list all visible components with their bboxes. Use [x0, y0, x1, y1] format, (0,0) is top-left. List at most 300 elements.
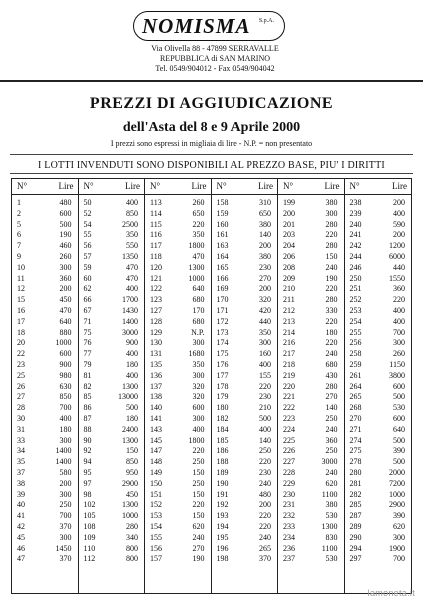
table-row	[12, 544, 78, 555]
hammer-price: 300	[59, 489, 72, 499]
hammer-price: 180	[59, 424, 72, 434]
lot-number: 160	[216, 219, 229, 229]
hammer-price: 260	[393, 349, 405, 359]
lot-number: 172	[216, 316, 229, 326]
hammer-price: 530	[325, 511, 338, 521]
table-row	[345, 328, 412, 339]
table-column	[145, 179, 212, 593]
table-row	[212, 490, 278, 501]
lot-number: 259	[349, 359, 362, 369]
hammer-price: 480	[59, 198, 72, 207]
table-row	[79, 436, 145, 447]
table-row	[278, 209, 344, 220]
hammer-price: 400	[259, 424, 271, 434]
lot-number: 150	[150, 478, 162, 488]
lot-number: 208	[283, 262, 295, 272]
lot-number-header: N°	[83, 181, 94, 191]
lot-number: 75	[83, 327, 92, 337]
lot-number: 12	[17, 284, 25, 294]
table-row	[12, 284, 78, 295]
hammer-price: 350	[192, 230, 205, 240]
table-row	[145, 544, 211, 555]
notice-top-rule	[10, 154, 413, 155]
lot-number: 59	[83, 262, 92, 272]
lot-number: 252	[349, 295, 362, 305]
table-row	[145, 198, 211, 209]
hammer-price: 7200	[389, 478, 405, 488]
hammer-price: 530	[393, 403, 405, 413]
hammer-price: 400	[126, 349, 138, 359]
lot-number: 25	[17, 370, 25, 380]
hammer-price: 1450	[55, 543, 72, 553]
lot-number: 81	[83, 370, 92, 380]
lot-number: 236	[283, 543, 295, 553]
hammer-price: 600	[393, 413, 405, 423]
table-row	[278, 252, 344, 263]
table-row	[145, 479, 211, 490]
lot-number: 214	[283, 327, 295, 337]
lot-number: 102	[83, 500, 96, 510]
table-row	[145, 220, 211, 231]
table-column	[278, 179, 345, 593]
table-row	[345, 554, 412, 565]
logo-text: NOMISMA	[142, 14, 251, 38]
lot-number: 268	[349, 403, 362, 413]
table-row	[12, 252, 78, 263]
lot-number: 221	[283, 392, 295, 402]
table-row	[145, 360, 211, 371]
hammer-price: 370	[59, 554, 72, 564]
lot-number: 285	[349, 500, 362, 510]
lot-number: 158	[216, 198, 229, 207]
lot-number: 225	[283, 435, 295, 445]
table-row	[12, 382, 78, 393]
hammer-price: 700	[393, 554, 405, 564]
column-header	[12, 179, 78, 195]
hammer-price: 600	[59, 208, 72, 218]
lot-number: 192	[216, 500, 229, 510]
table-row	[79, 490, 145, 501]
table-row	[79, 554, 145, 565]
lot-number-header: N°	[216, 181, 227, 191]
hammer-price: 900	[126, 338, 138, 348]
table-row	[345, 544, 412, 555]
table-row	[145, 284, 211, 295]
lot-number: 287	[349, 511, 362, 521]
lot-number: 135	[150, 359, 162, 369]
lot-number: 265	[349, 392, 362, 402]
hammer-price: 800	[126, 554, 138, 564]
price-header: Lire	[324, 181, 340, 191]
hammer-price: 270	[192, 543, 205, 553]
hammer-price: 250	[325, 446, 338, 456]
table-row	[212, 382, 278, 393]
lot-number: 195	[216, 532, 229, 542]
lot-number: 1	[17, 198, 21, 207]
hammer-price: 680	[192, 316, 205, 326]
hammer-price: 1000	[122, 511, 138, 521]
table-row	[79, 263, 145, 274]
table-row	[278, 349, 344, 360]
lot-number: 224	[283, 424, 295, 434]
hammer-price: 470	[126, 273, 138, 283]
table-row	[12, 306, 78, 317]
lot-number: 52	[83, 208, 92, 218]
hammer-price: 380	[325, 198, 338, 207]
table-row	[345, 295, 412, 306]
table-row	[12, 209, 78, 220]
lot-number: 95	[83, 467, 92, 477]
column-header	[278, 179, 344, 195]
header-divider	[0, 80, 423, 82]
hammer-price: 1100	[321, 489, 338, 499]
hammer-price: 360	[393, 284, 405, 294]
table-row	[345, 349, 412, 360]
hammer-price: 700	[59, 403, 72, 413]
table-row	[79, 392, 145, 403]
hammer-price: 1430	[122, 305, 138, 315]
hammer-price: 3000	[122, 327, 138, 337]
hammer-price: 140	[259, 435, 271, 445]
hammer-price: 265	[259, 543, 271, 553]
lot-number-header: N°	[349, 181, 360, 191]
table-row	[145, 554, 211, 565]
lot-number: 50	[83, 198, 92, 207]
table-row	[212, 284, 278, 295]
lot-number: 123	[150, 295, 162, 305]
lot-number: 175	[216, 349, 229, 359]
lot-number: 18	[17, 327, 25, 337]
hammer-price: 600	[393, 381, 405, 391]
table-row	[345, 382, 412, 393]
lot-number: 113	[150, 198, 162, 207]
lot-number: 155	[150, 532, 162, 542]
lot-number: 212	[283, 305, 295, 315]
lot-number: 171	[216, 305, 229, 315]
notice-bottom-rule	[10, 173, 413, 174]
table-row	[12, 274, 78, 285]
table-row	[12, 522, 78, 533]
lot-number: 46	[17, 543, 25, 553]
table-row	[345, 241, 412, 252]
hammer-price: 640	[393, 424, 405, 434]
table-row	[145, 252, 211, 263]
table-row	[212, 457, 278, 468]
lot-number: 88	[83, 424, 92, 434]
lot-number: 39	[17, 489, 25, 499]
table-row	[12, 392, 78, 403]
hammer-price: 240	[325, 424, 338, 434]
lot-number: 105	[83, 511, 96, 521]
lot-number: 55	[83, 230, 92, 240]
hammer-price: 220	[259, 457, 271, 467]
lot-number: 223	[283, 413, 295, 423]
table-row	[79, 198, 145, 209]
table-row	[278, 446, 344, 457]
hammer-price: 200	[393, 198, 405, 207]
hammer-price: 450	[126, 489, 138, 499]
lot-number: 79	[83, 359, 92, 369]
hammer-price: 1150	[389, 359, 405, 369]
hammer-price: 500	[393, 457, 405, 467]
table-row	[79, 328, 145, 339]
table-row	[212, 198, 278, 209]
hammer-price: 220	[192, 219, 205, 229]
table-row	[212, 209, 278, 220]
lot-number: 229	[283, 478, 295, 488]
lot-number: 230	[283, 489, 295, 499]
table-row	[12, 533, 78, 544]
lot-number: 11	[17, 273, 25, 283]
hammer-price: 620	[393, 521, 405, 531]
lot-number: 280	[349, 467, 362, 477]
table-row	[12, 230, 78, 241]
hammer-price: 210	[259, 403, 271, 413]
lot-number: 200	[283, 208, 295, 218]
lot-number: 237	[283, 554, 295, 564]
table-row	[12, 425, 78, 436]
table-row	[278, 436, 344, 447]
table-row	[278, 306, 344, 317]
hammer-price: 500	[393, 435, 405, 445]
hammer-price: 2400	[122, 424, 138, 434]
table-row	[12, 371, 78, 382]
hammer-price: 380	[259, 251, 271, 261]
hammer-price: 700	[59, 511, 72, 521]
lot-number: 157	[150, 554, 162, 564]
table-row	[12, 317, 78, 328]
table-row	[278, 522, 344, 533]
hammer-price: 330	[325, 305, 338, 315]
hammer-price: 230	[259, 262, 271, 272]
hammer-price: 240	[325, 349, 338, 359]
hammer-price: 300	[192, 370, 205, 380]
lot-number: 258	[349, 349, 362, 359]
lot-number: 201	[283, 219, 295, 229]
hammer-price: 1300	[188, 262, 205, 272]
table-row	[345, 414, 412, 425]
table-row	[12, 511, 78, 522]
table-row	[212, 241, 278, 252]
lot-number: 282	[349, 489, 362, 499]
table-row	[278, 511, 344, 522]
lot-number: 275	[349, 446, 362, 456]
hammer-price: 530	[325, 554, 338, 564]
lot-number-header: N°	[150, 181, 161, 191]
table-row	[79, 500, 145, 511]
hammer-price: 1300	[321, 521, 338, 531]
lot-number: 56	[83, 241, 92, 251]
hammer-price: 450	[59, 295, 72, 305]
hammer-price: 900	[59, 359, 72, 369]
table-row	[212, 479, 278, 490]
hammer-price: 155	[259, 370, 271, 380]
lot-number: 256	[349, 338, 362, 348]
table-row	[79, 274, 145, 285]
hammer-price: 220	[259, 381, 271, 391]
lot-number: 156	[150, 543, 162, 553]
table-row	[145, 522, 211, 533]
lot-number: 264	[349, 381, 362, 391]
table-row	[212, 468, 278, 479]
table-row	[212, 414, 278, 425]
letterhead	[0, 0, 423, 80]
lot-number: 149	[150, 467, 162, 477]
table-row	[145, 306, 211, 317]
lot-number: 241	[349, 230, 362, 240]
lot-number: 255	[349, 327, 362, 337]
table-row	[212, 436, 278, 447]
table-row	[145, 328, 211, 339]
hammer-price: 500	[59, 219, 72, 229]
hammer-price: 320	[259, 295, 271, 305]
table-row	[145, 436, 211, 447]
lot-number: 297	[349, 554, 362, 564]
hammer-price: 390	[393, 446, 405, 456]
hammer-price: 220	[325, 316, 338, 326]
hammer-price: 180	[126, 359, 138, 369]
price-header: Lire	[58, 181, 74, 191]
lot-number: 239	[349, 208, 362, 218]
price-header: Lire	[392, 181, 407, 191]
table-row	[12, 446, 78, 457]
hammer-price: 190	[59, 230, 72, 240]
hammer-price: 500	[259, 413, 271, 423]
table-row	[12, 479, 78, 490]
table-row	[278, 263, 344, 274]
hammer-price: 1800	[188, 241, 205, 251]
hammer-price: 500	[393, 392, 405, 402]
lot-number: 232	[283, 511, 295, 521]
hammer-price: 1900	[389, 543, 405, 553]
auction-date-subtitle: dell'Asta del 8 e 9 Aprile 2000	[122, 120, 301, 135]
table-row	[145, 425, 211, 436]
hammer-price: 680	[325, 359, 338, 369]
table-row	[278, 414, 344, 425]
table-row	[79, 544, 145, 555]
lot-number: 98	[83, 489, 92, 499]
hammer-price: 300	[59, 435, 72, 445]
lot-number: 138	[150, 392, 162, 402]
hammer-price: 1300	[122, 381, 138, 391]
table-row	[12, 554, 78, 565]
table-row	[79, 371, 145, 382]
lot-number: 210	[283, 284, 295, 294]
table-row	[345, 490, 412, 501]
lot-number: 238	[349, 198, 362, 207]
hammer-price: 470	[59, 305, 72, 315]
table-row	[79, 414, 145, 425]
table-row	[12, 263, 78, 274]
table-row	[345, 338, 412, 349]
hammer-price: 480	[259, 489, 271, 499]
table-row	[145, 274, 211, 285]
lot-number: 118	[150, 251, 162, 261]
hammer-price: 850	[59, 392, 72, 402]
hammer-price: 260	[59, 251, 72, 261]
table-row	[212, 500, 278, 511]
lot-number: 165	[216, 262, 229, 272]
hammer-price: 830	[325, 532, 338, 542]
hammer-price: 980	[59, 370, 72, 380]
hammer-price: 240	[259, 532, 271, 542]
table-row	[212, 295, 278, 306]
table-row	[212, 306, 278, 317]
table-row	[278, 328, 344, 339]
table-row	[345, 263, 412, 274]
hammer-price: 2900	[122, 478, 138, 488]
hammer-price: 2500	[122, 219, 138, 229]
table-row	[278, 403, 344, 414]
table-row	[12, 241, 78, 252]
table-row	[212, 511, 278, 522]
lot-number: 204	[283, 241, 295, 251]
table-row	[79, 533, 145, 544]
table-row	[212, 392, 278, 403]
lot-number: 97	[83, 478, 92, 488]
hammer-price: 200	[259, 241, 271, 251]
table-row	[278, 425, 344, 436]
lot-number: 141	[150, 413, 162, 423]
hammer-price: 200	[259, 500, 271, 510]
hammer-price: 150	[192, 489, 205, 499]
table-row	[345, 198, 412, 209]
lot-number: 31	[17, 424, 25, 434]
lot-number: 270	[349, 413, 362, 423]
lot-number: 186	[216, 446, 229, 456]
hammer-price: 1800	[188, 435, 205, 445]
hammer-price: 3000	[321, 457, 338, 467]
hammer-price: 1300	[122, 500, 138, 510]
table-row	[212, 349, 278, 360]
table-row	[212, 425, 278, 436]
lot-number: 16	[17, 305, 25, 315]
hammer-price: 150	[126, 446, 138, 456]
phone-fax-line: Tel. 0549/904012 - Fax 0549/904042	[155, 64, 275, 73]
lot-number: 154	[150, 521, 162, 531]
hammer-price: 220	[325, 284, 338, 294]
lot-number: 174	[216, 338, 229, 348]
table-row	[12, 328, 78, 339]
table-row	[79, 468, 145, 479]
hammer-price: 150	[192, 511, 205, 521]
lot-number: 251	[349, 284, 362, 294]
table-row	[212, 338, 278, 349]
table-row	[345, 403, 412, 414]
hammer-price: 220	[192, 500, 205, 510]
hammer-price: 1550	[389, 273, 405, 283]
hammer-price: 350	[192, 359, 205, 369]
hammer-price: 350	[259, 327, 271, 337]
lot-number: 153	[150, 511, 162, 521]
address-line-2: REPUBBLICA di SAN MARINO	[159, 54, 270, 63]
hammer-price: 340	[126, 532, 138, 542]
lot-number: 143	[150, 424, 162, 434]
hammer-price: 220	[192, 446, 205, 456]
lot-number: 178	[216, 381, 229, 391]
table-row	[345, 274, 412, 285]
hammer-price: 400	[59, 413, 72, 423]
lot-number: 17	[17, 316, 25, 326]
hammer-price: 240	[325, 262, 338, 272]
table-column	[345, 179, 412, 593]
lot-number: 182	[216, 413, 229, 423]
hammer-price: 300	[393, 338, 405, 348]
hammer-price: 280	[126, 521, 138, 531]
lot-number: 234	[283, 532, 295, 542]
lot-number: 60	[83, 273, 92, 283]
price-note: I prezzi sono espressi in migliaia di lire - N.P. = non presentato	[110, 139, 313, 148]
